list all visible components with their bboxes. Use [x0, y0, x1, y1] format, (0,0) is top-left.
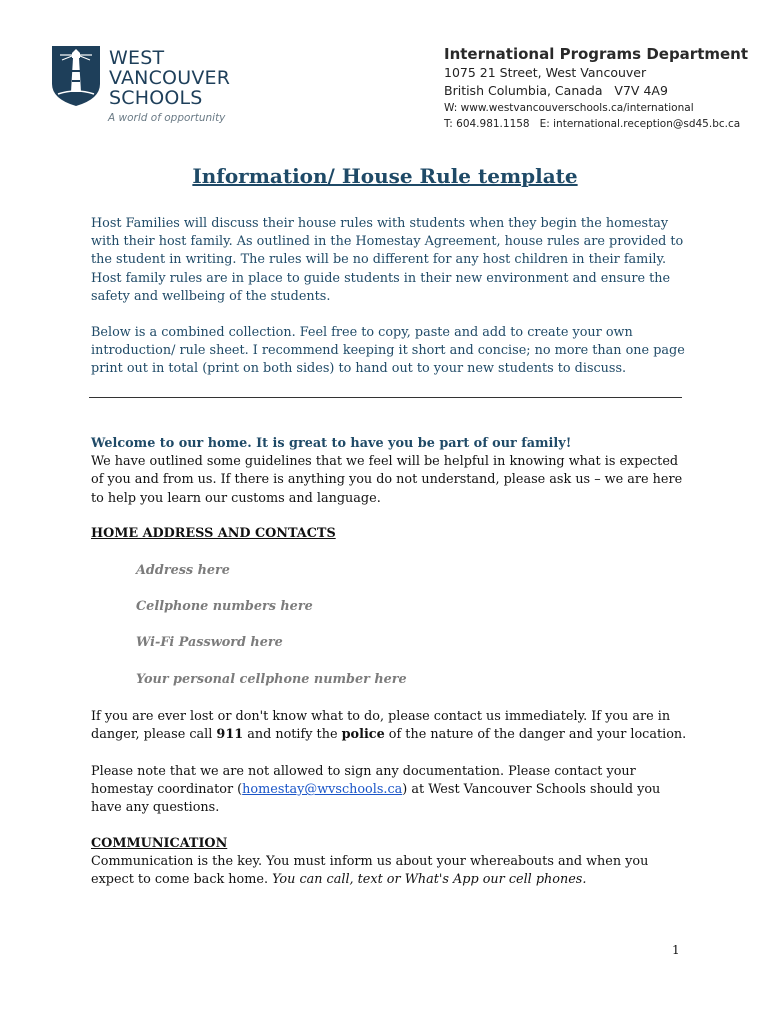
homestay-email-link[interactable]: homestay@wvschools.ca	[242, 782, 403, 798]
lost-text-after: of the nature of the danger and your location.	[384, 727, 687, 743]
emergency-number: 911	[216, 727, 244, 743]
logo-wordmark	[109, 48, 230, 108]
address-placeholder: Address here	[136, 563, 230, 578]
communication-italic-note: You can call, text or What's App our cell phones.	[272, 872, 587, 888]
communication-heading: COMMUNICATION	[91, 836, 228, 851]
documentation-text-after: ) at West Vancouver Schools should you have any questions.	[91, 782, 661, 816]
police-word: police	[341, 727, 385, 743]
intro-paragraph-2: Below is a combined collection. Feel free to copy, paste and add to create your own introduction/ rule sheet. I recommend keeping it short and concise; no more than one page print out in total (print on both sides) to hand out to your new students to discuss.	[91, 325, 685, 377]
logo-tagline: A world of opportunity	[108, 112, 226, 124]
department-name: International Programs Department	[444, 45, 749, 63]
communication-paragraph	[91, 853, 689, 889]
cellphone-placeholder: Cellphone numbers here	[136, 599, 313, 614]
documentation-text-before: Please note that we are not allowed to sign any documentation. Please contact your homestay coordinator (	[91, 764, 636, 798]
department-address-line1: 1075 21 Street, West Vancouver	[444, 65, 647, 80]
department-website: W: www.westvancouverschools.ca/international	[444, 102, 694, 114]
lost-text-before: If you are ever lost or don't know what to do, please contact us immediately. If you are in danger, please call	[91, 709, 671, 743]
page-title: Information/ House Rule template	[192, 164, 578, 188]
personal-cellphone-placeholder: Your personal cellphone number here	[136, 672, 407, 687]
department-address-line2: British Columbia, Canada V7V 4A9	[444, 83, 668, 98]
department-contact-block	[444, 44, 748, 132]
communication-body: Communication is the key. You must inform us about your whereabouts and when you expect to come back home.	[91, 854, 649, 888]
section-divider	[89, 397, 682, 398]
logo-line-vancouver: VANCOUVER	[109, 67, 231, 89]
welcome-body: We have outlined some guidelines that we feel will be helpful in knowing what is expected of you and from us. If there is anything you do not understand, please ask us – we are here to help you learn our customs and language.	[91, 454, 683, 506]
department-phone-email: T: 604.981.1158 E: international.reception@sd45.bc.ca	[444, 118, 741, 130]
home-address-heading: HOME ADDRESS AND CONTACTS	[91, 526, 336, 541]
page-number: 1	[672, 943, 680, 957]
lost-instructions-paragraph	[91, 708, 689, 744]
welcome-section	[91, 435, 689, 508]
documentation-paragraph	[91, 763, 689, 818]
welcome-heading: Welcome to our home. It is great to have you be part of our family!	[91, 436, 572, 451]
lighthouse-shield-icon	[50, 44, 102, 108]
intro-paragraph-1: Host Families will discuss their house rules with students when they begin the homestay with their host family. As outlined in the Homestay Agreement, house rules are provided to the student in writing. The rules will be no different for any host children in their family. Host family rules are in place to guide students in their new environment and ensure the safety and wellbeing of the students.	[91, 216, 684, 304]
logo-line-west: WEST	[109, 47, 165, 69]
logo-line-schools: SCHOOLS	[109, 87, 203, 109]
school-logo	[50, 44, 250, 126]
lost-text-middle: and notify the	[243, 727, 342, 743]
wifi-password-placeholder: Wi-Fi Password here	[136, 635, 283, 650]
